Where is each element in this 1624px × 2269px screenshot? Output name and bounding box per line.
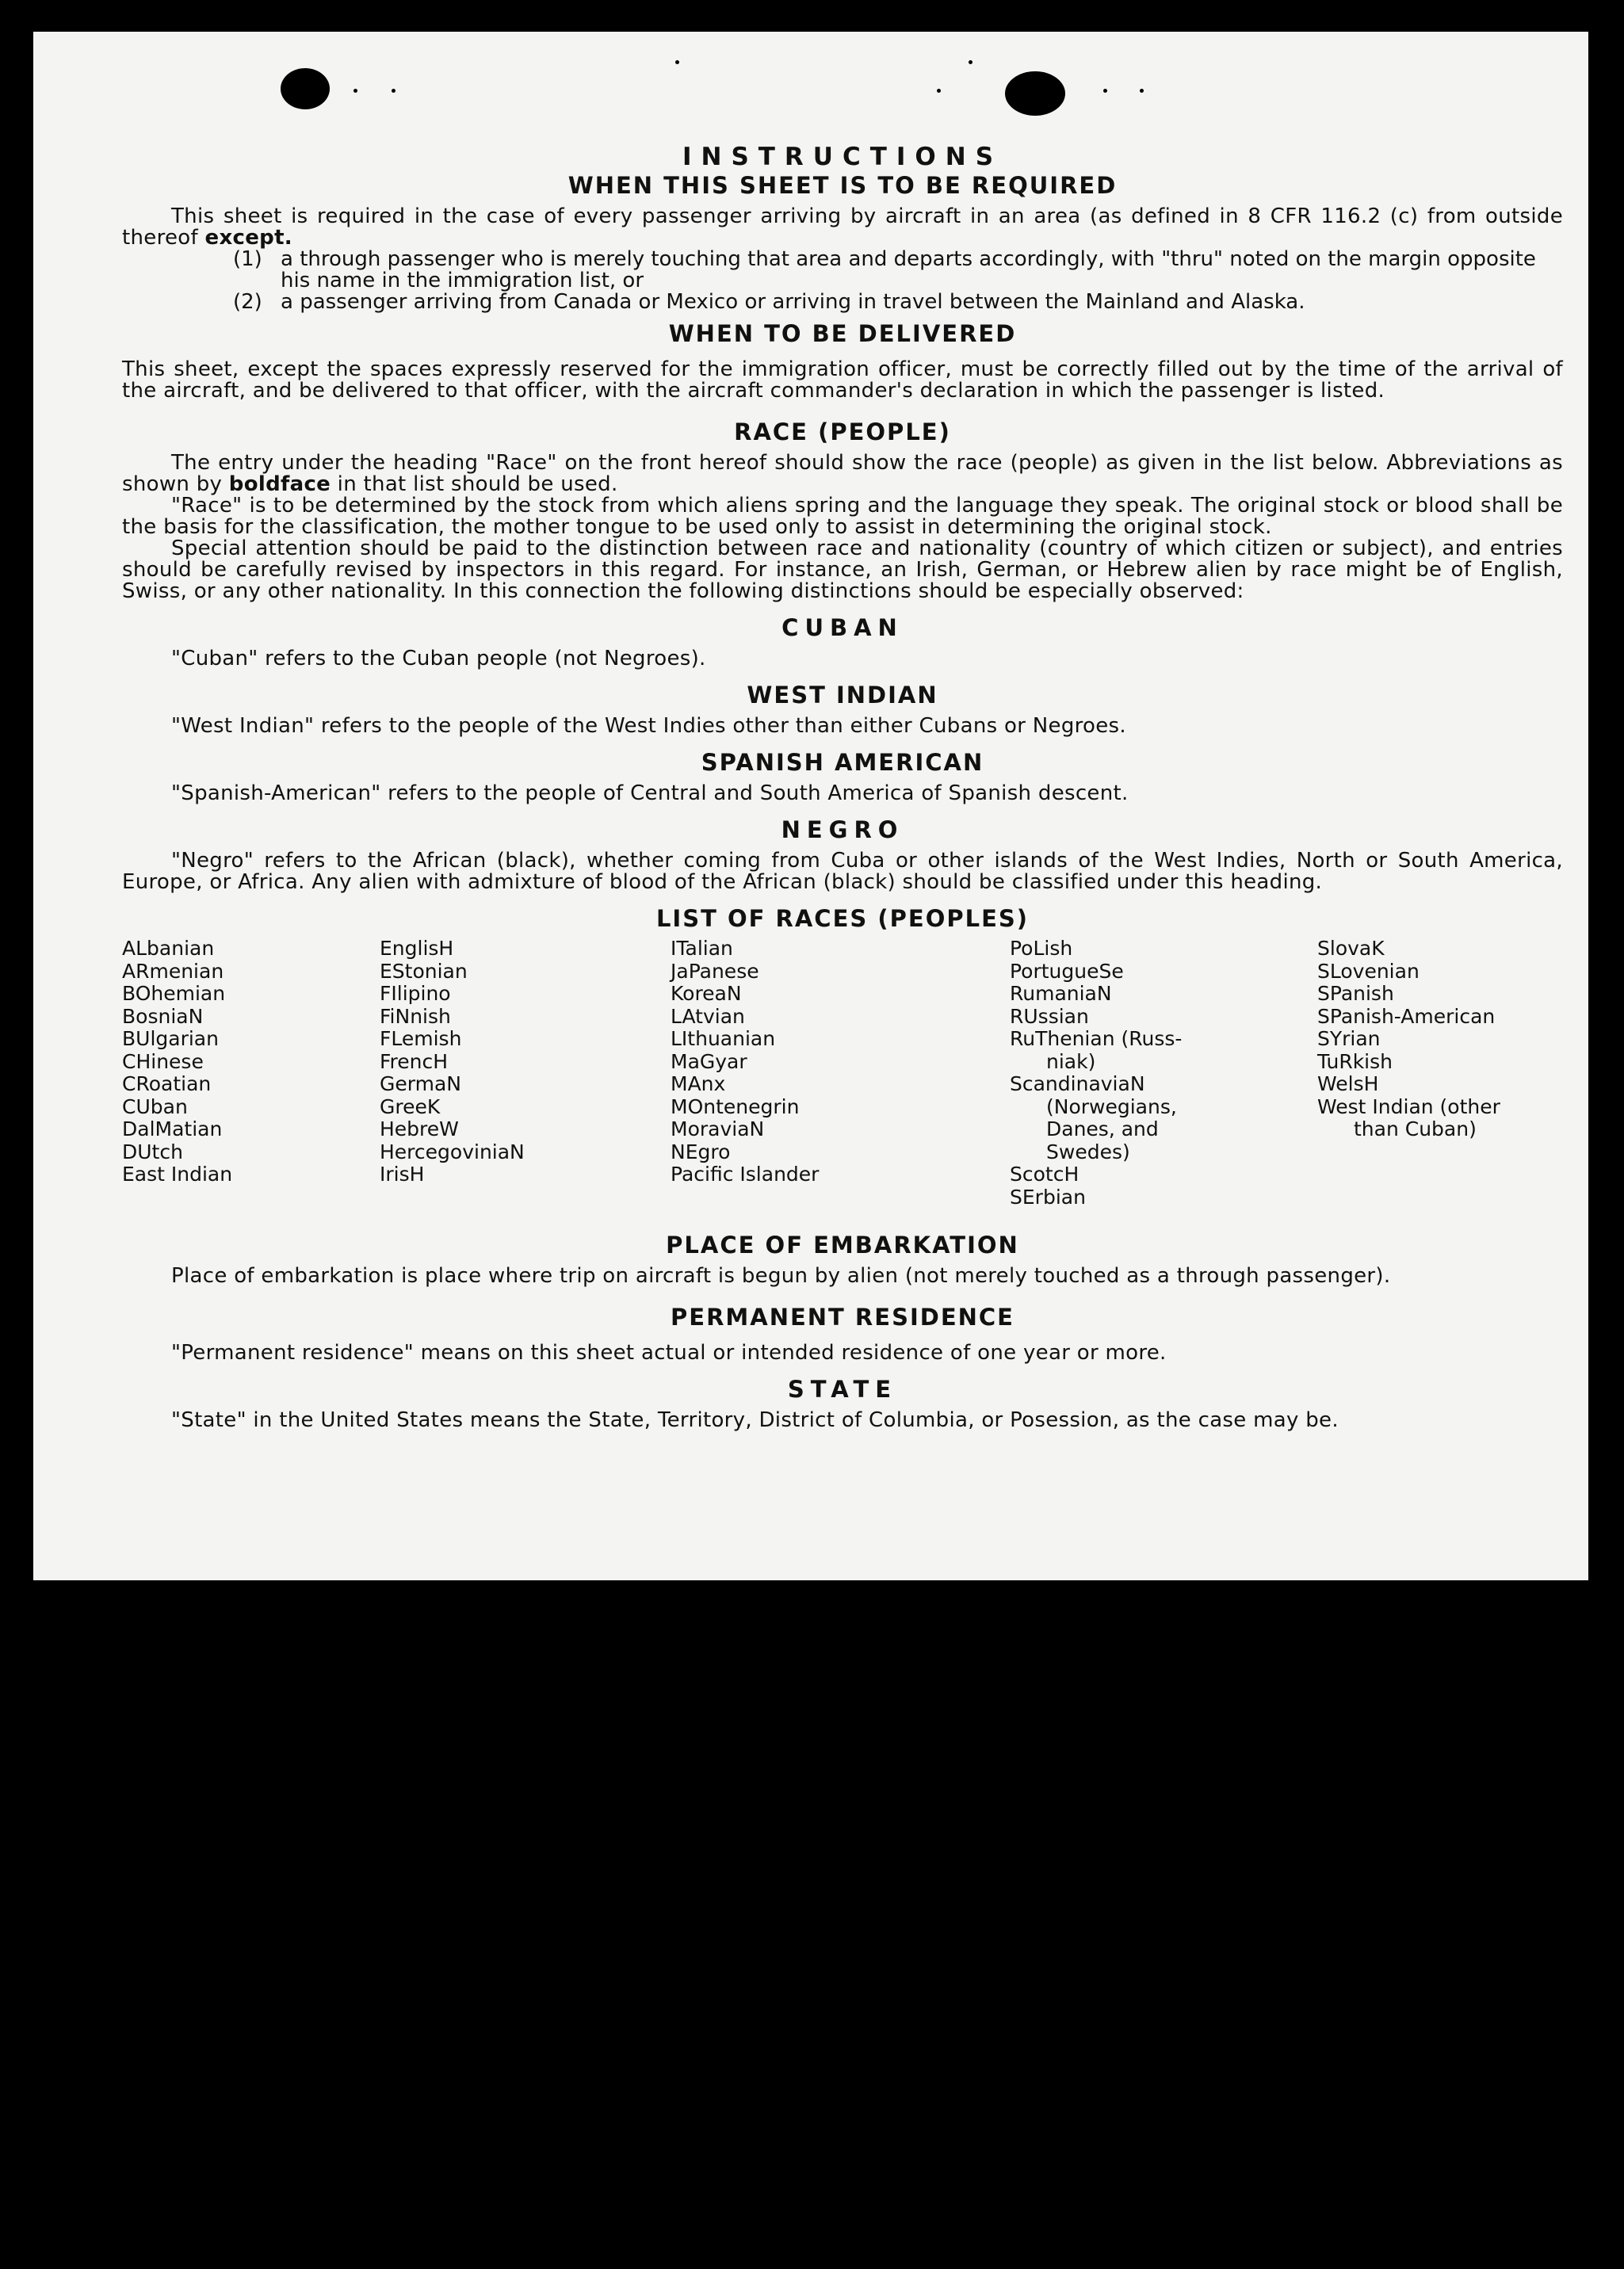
race-entry: PoLish bbox=[1010, 937, 1073, 960]
exception-list bbox=[233, 249, 1563, 313]
race-entry: MaGyar bbox=[671, 1049, 747, 1073]
race-entry: ARmenian bbox=[122, 959, 224, 983]
race-entry: East Indian bbox=[122, 1163, 233, 1186]
race-entry: FLemish bbox=[380, 1027, 462, 1050]
list-item: (1) a through passenger who is merely touching that area and departs accordingly, with "thru" noted on the margin opposite his name in the immigration list, or bbox=[233, 247, 1536, 292]
punch-hole-left bbox=[281, 68, 330, 109]
races-column-3 bbox=[671, 938, 819, 1186]
race-entry: ScandinaviaN bbox=[1010, 1072, 1145, 1095]
races-table bbox=[122, 938, 1563, 1231]
race-entry: SlovaK bbox=[1317, 937, 1385, 960]
state-heading: STATE bbox=[787, 1376, 898, 1403]
cuban-heading: CUBAN bbox=[781, 614, 904, 641]
race-entry: West Indian (other bbox=[1317, 1094, 1500, 1118]
race-paragraph-2: "Race" is to be determined by the stock from which aliens spring and the language they speak. The original stock or blood shall be the basis for the classification, the mother tongue to be used only to assist in determining the original stock. bbox=[122, 494, 1563, 539]
race-entry: HebreW bbox=[380, 1117, 459, 1140]
race-entry: niak) bbox=[1046, 1049, 1096, 1073]
race-entry: CHinese bbox=[122, 1049, 204, 1073]
race-paragraph-3: Special attention should be paid to the distinction between race and nationality (country of which citizen or subject), and entries should be carefully revised by inspectors in this regard. For instance, an Irish, German, or Hebrew alien by race might be of English, Swiss, or any other nationality. In this connection the following distinctions should be especially observed: bbox=[122, 537, 1563, 603]
race-entry: FIlipino bbox=[380, 982, 451, 1005]
cuban-text: "Cuban" refers to the Cuban people (not Negroes). bbox=[171, 647, 706, 670]
list-item: (2) a passenger arriving from Canada or Mexico or arriving in travel between the Mainland and Alaska. bbox=[233, 290, 1305, 314]
race-entry: Swedes) bbox=[1046, 1140, 1130, 1163]
race-entry: LIthuanian bbox=[671, 1027, 776, 1050]
race-entry: SYrian bbox=[1317, 1027, 1381, 1050]
race-entry: CUban bbox=[122, 1094, 188, 1118]
list-of-races-heading: LIST OF RACES (PEOPLES) bbox=[655, 905, 1030, 932]
race-entry: GermaN bbox=[380, 1072, 461, 1095]
race-paragraph-1: The entry under the heading "Race" on the front hereof should show the race (people) as given in the list below. Abbreviations as shown by boldface in that list should be used. bbox=[122, 451, 1563, 496]
race-entry: SLovenian bbox=[1317, 959, 1420, 983]
race-entry: FiNnish bbox=[380, 1004, 451, 1028]
permanent-residence-text: "Permanent residence" means on this sheet actual or intended residence of one year or more. bbox=[171, 1341, 1167, 1365]
race-entry: Danes, and bbox=[1046, 1117, 1159, 1140]
embarkation-heading: PLACE OF EMBARKATION bbox=[666, 1232, 1019, 1259]
race-entry: RUssian bbox=[1010, 1004, 1089, 1028]
instructions-title: INSTRUCTIONS bbox=[682, 143, 1003, 171]
race-entry: BUlgarian bbox=[122, 1027, 219, 1050]
race-entry: KoreaN bbox=[671, 982, 742, 1005]
race-entry: EnglisH bbox=[380, 937, 454, 960]
race-entry: JaPanese bbox=[671, 959, 759, 983]
dot bbox=[392, 89, 395, 93]
race-entry: RuThenian (Russ- bbox=[1010, 1027, 1183, 1050]
instructions-content bbox=[122, 143, 1563, 1431]
race-entry: WelsH bbox=[1317, 1072, 1379, 1095]
state-text: "State" in the United States means the State, Territory, District of Columbia, or Posession, as the case may be. bbox=[171, 1408, 1339, 1432]
race-entry: (Norwegians, bbox=[1046, 1094, 1177, 1118]
negro-heading: NEGRO bbox=[781, 816, 904, 843]
dot bbox=[675, 60, 679, 64]
race-entry: CRoatian bbox=[122, 1072, 212, 1095]
race-entry: Pacific Islander bbox=[671, 1163, 820, 1186]
document-sheet bbox=[33, 32, 1588, 1580]
dot bbox=[969, 60, 972, 64]
race-entry: ALbanian bbox=[122, 937, 215, 960]
race-heading: RACE (PEOPLE) bbox=[734, 418, 951, 445]
when-delivered-text: This sheet, except the spaces expressly reserved for the immigration officer, must be correctly filled out by the time of the arrival of the aircraft, and be delivered to that officer, with the aircraft commander's declaration in which the passenger is listed. bbox=[122, 357, 1563, 403]
race-entry: FrencH bbox=[380, 1049, 449, 1073]
punch-hole-right bbox=[1005, 71, 1065, 116]
race-entry: MoraviaN bbox=[671, 1117, 765, 1140]
race-entry: RumaniaN bbox=[1010, 982, 1112, 1005]
embarkation-text: Place of embarkation is place where trip on aircraft is begun by alien (not merely touched as a through passenger). bbox=[171, 1264, 1391, 1288]
race-entry: MOntenegrin bbox=[671, 1094, 800, 1118]
when-required-text: This sheet is required in the case of every passenger arriving by aircraft in an area (as defined in 8 CFR 116.2 (c) from outside thereof except. bbox=[122, 204, 1563, 250]
races-column-4 bbox=[1010, 938, 1182, 1209]
race-entry: LAtvian bbox=[671, 1004, 745, 1028]
race-entry: EStonian bbox=[380, 959, 468, 983]
race-entry: MAnx bbox=[671, 1072, 726, 1095]
race-entry: ScotcH bbox=[1010, 1163, 1079, 1186]
races-column-2 bbox=[380, 938, 525, 1186]
negro-text: "Negro" refers to the African (black), whether coming from Cuba or other islands of the West Indies, North or South America, Europe, or Africa. Any alien with admixture of blood of the African (black) should be classified under this heading. bbox=[122, 849, 1563, 894]
race-entry: TuRkish bbox=[1317, 1049, 1393, 1073]
race-entry: than Cuban) bbox=[1354, 1117, 1477, 1140]
dot bbox=[1140, 89, 1144, 93]
west-indian-text: "West Indian" refers to the people of the West Indies other than either Cubans or Negroes. bbox=[171, 714, 1126, 738]
race-entry: DalMatian bbox=[122, 1117, 223, 1140]
race-entry: GreeK bbox=[380, 1094, 441, 1118]
races-column-1 bbox=[122, 938, 232, 1186]
races-column-5 bbox=[1317, 938, 1500, 1141]
spanish-american-text: "Spanish-American" refers to the people of Central and South America of Spanish descent. bbox=[171, 781, 1129, 805]
spanish-american-heading: SPANISH AMERICAN bbox=[701, 749, 984, 776]
race-entry: NEgro bbox=[671, 1140, 731, 1163]
race-entry: BOhemian bbox=[122, 982, 226, 1005]
when-delivered-heading: WHEN TO BE DELIVERED bbox=[668, 320, 1017, 347]
west-indian-heading: WEST INDIAN bbox=[747, 682, 938, 709]
race-entry: SPanish-American bbox=[1317, 1004, 1496, 1028]
when-required-heading: WHEN THIS SHEET IS TO BE REQUIRED bbox=[567, 172, 1118, 199]
race-entry: SErbian bbox=[1010, 1185, 1086, 1209]
race-entry: PortugueSe bbox=[1010, 959, 1124, 983]
race-entry: SPanish bbox=[1317, 982, 1394, 1005]
dot bbox=[937, 89, 941, 93]
race-entry: ITalian bbox=[671, 937, 733, 960]
race-entry: DUtch bbox=[122, 1140, 183, 1163]
race-entry: IrisH bbox=[380, 1163, 425, 1186]
permanent-residence-heading: PERMANENT RESIDENCE bbox=[671, 1304, 1015, 1331]
dot bbox=[353, 89, 357, 93]
dot bbox=[1103, 89, 1107, 93]
race-entry: HercegoviniaN bbox=[380, 1140, 525, 1163]
race-entry: BosniaN bbox=[122, 1004, 204, 1028]
